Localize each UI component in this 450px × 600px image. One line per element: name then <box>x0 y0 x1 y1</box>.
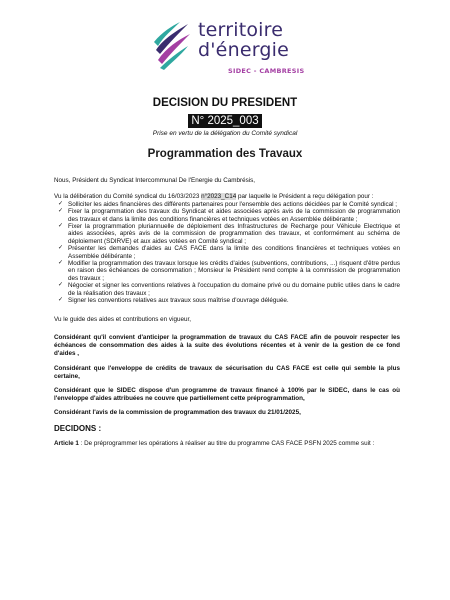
deliberation-reference: n°2023_C14 <box>201 193 237 201</box>
logo-text-line2: d'énergie <box>198 39 290 61</box>
list-item <box>58 245 400 260</box>
list-item-text: Négocier et signer les conventions relatives à l'occupation du domaine privé ou du domaine public utiles dans le cadre de la réalisation des travaux ; <box>68 282 400 297</box>
article-text: : De préprogrammer les opérations à réaliser au titre du programme CAS FACE PSFN 2025 comme suit : <box>78 439 375 447</box>
list-item <box>58 282 400 297</box>
article-paragraph <box>54 440 400 447</box>
decision-title: DECISION DU PRESIDENT <box>152 97 298 109</box>
checkmark-icon: ✓ <box>58 260 64 267</box>
list-item-text: Fixer la programmation pluriannuelle de déploiement des Infrastructures de Recharge pour Véhicule Electrique et aides associées, après avis de la commission de programmation des travaux, et conformément au schéma de déploiement (SDIRVE) et aux aides votées en Comité syndical ; <box>68 223 400 245</box>
checkmark-icon: ✓ <box>58 208 64 215</box>
list-item <box>58 297 400 305</box>
deliberation-paragraph <box>54 193 400 200</box>
logo-subtitle: SIDEC - CAMBRESIS <box>228 67 305 75</box>
considerant-paragraph: Considérant que le SIDEC dispose d'un programme de travaux financé à 100% par le SIDEC, dans le cas où l'enveloppe d'aides attribuées ne couvre que partiellement cette préprogrammation, <box>54 386 400 403</box>
guide-paragraph: Vu le guide des aides et contributions en vigueur, <box>54 315 191 323</box>
logo-text-line1: territoire <box>198 19 284 41</box>
decidons-heading: DECIDONS : <box>54 423 102 433</box>
considerant-paragraph: Considérant l'avis de la commission de programmation des travaux du 21/01/2025, <box>54 409 301 417</box>
checkmark-icon: ✓ <box>58 223 64 230</box>
decision-number: N° 2025_003 <box>188 114 261 128</box>
list-item-text: Modifier la programmation des travaux lorsque les crédits d'aides (subventions, contributions, ...) risquent d'être perdus en raison des échéances de consommation ; Monsieur le Président rend compte à la commission de programmation des travaux ; <box>68 260 400 282</box>
list-item <box>58 223 400 245</box>
decision-number-wrap <box>0 109 450 128</box>
delegation-note: Prise en vertu de la délégation du Comité syndical <box>152 130 298 137</box>
considerant-paragraph: Considérant que l'enveloppe de crédits de travaux de sécurisation du CAS FACE est celle qui semble la plus certaine, <box>54 364 400 380</box>
list-item-text: Fixer la programmation des travaux du Syndicat et aides associées après avis de la commission de programmation des travaux et dans la limite des conditions financières et techniques votées en Assemblée délibérante ; <box>68 208 400 223</box>
list-item-text: Signer les conventions relatives aux travaux sous maîtrise d'ouvrage déléguée. <box>68 297 289 305</box>
checkmark-icon: ✓ <box>58 297 64 304</box>
sidec-logo <box>150 18 320 84</box>
delegation-list <box>54 201 400 305</box>
checkmark-icon: ✓ <box>58 200 64 207</box>
checkmark-icon: ✓ <box>58 282 64 289</box>
deliberation-text-end: par laquelle le Président a reçu délégation pour : <box>236 193 374 201</box>
checkmark-icon: ✓ <box>58 245 64 252</box>
document-body <box>54 177 400 447</box>
article-label: Article 1 <box>54 439 79 447</box>
list-item <box>58 260 400 282</box>
list-item <box>58 208 400 223</box>
deliberation-text-start: Vu la délibération du Comité syndical du 16/03/2023 <box>54 193 202 201</box>
considerant-paragraph: Considérant qu'il convient d'anticiper la programmation de travaux du CAS FACE afin de pouvoir respecter les échéances de consommation des aides à la suite des évolutions récentes et à venir de la gestion de ce fond d'aides , <box>54 333 400 358</box>
list-item-text: Présenter les demandes d'aides au CAS FACE dans la limite des conditions financières et techniques votées en Assemblée délibérante ; <box>68 245 400 260</box>
logo-swoosh-icon <box>150 20 192 70</box>
list-item-text: Solliciter les aides financières des différents partenaires pour l'ensemble des actions décidées par le Comité syndical ; <box>68 200 398 208</box>
list-item <box>58 200 400 208</box>
intro-paragraph: Nous, Président du Syndicat Intercommunal De l'Energie du Cambrésis, <box>54 177 256 184</box>
page-title: Programmation des Travaux <box>147 148 303 160</box>
